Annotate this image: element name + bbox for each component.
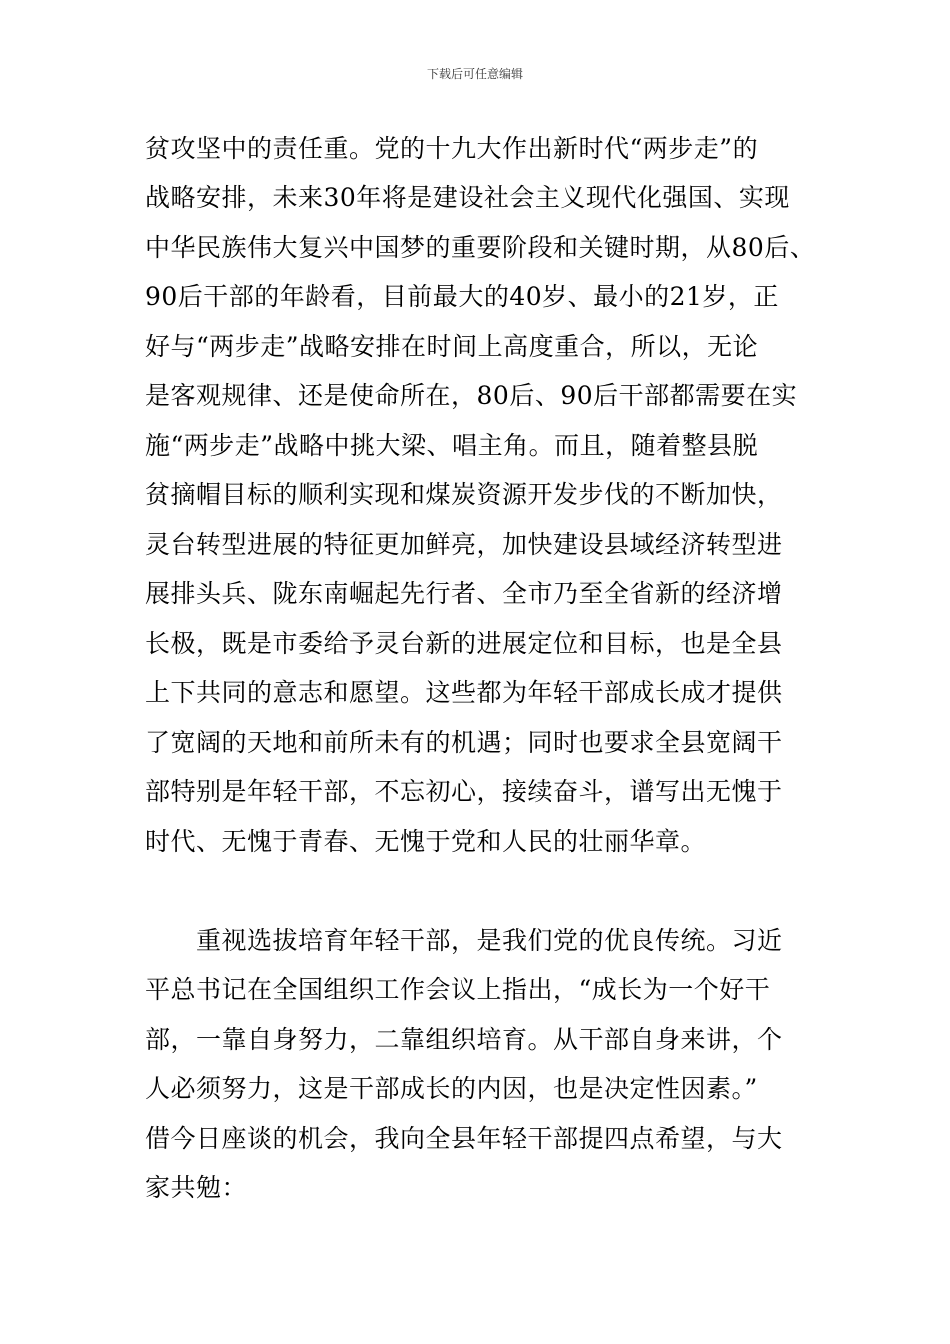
paragraph-line: 了宽阔的天地和前所未有的机遇；同时也要求全县宽阔干: [145, 728, 783, 757]
paragraph-line: 部特别是年轻干部，不忘初心，接续奋斗，谱写出无愧于: [145, 777, 783, 806]
paragraph-line: 平总书记在全国组织工作会议上指出，“成长为一个好干: [145, 975, 771, 1004]
paragraph-line: 中华民族伟大复兴中国梦的重要阶段和关键时期，从80后、: [145, 233, 816, 262]
paragraph-line: 是客观规律、还是使命所在，80后、90后干部都需要在实: [145, 381, 798, 410]
paragraph-line: 人必须努力，这是干部成长的内因，也是决定性因素。”: [145, 1074, 758, 1103]
paragraph-line: 借今日座谈的机会，我向全县年轻干部提四点希望，与大: [145, 1124, 783, 1153]
paragraph-line: 时代、无愧于青春、无愧于党和人民的壮丽华章。: [145, 827, 707, 856]
paragraph-line: 贫攻坚中的责任重。党的十九大作出新时代“两步走”的: [145, 134, 759, 163]
paragraph-line: 灵台转型进展的特征更加鲜亮，加快建设县域经济转型进: [145, 530, 783, 559]
paragraph-line: 上下共同的意志和愿望。这些都为年轻干部成长成才提供: [145, 678, 783, 707]
paragraph-line: 部，一靠自身努力，二靠组织培育。从干部自身来讲，个: [145, 1025, 783, 1054]
page-header: 下载后可任意编辑: [426, 67, 523, 81]
paragraph-line: 施“两步走”战略中挑大梁、唱主角。而且，随着整县脱: [145, 431, 759, 460]
paragraph-line: 重视选拔培育年轻干部，是我们党的优良传统。习近: [196, 926, 783, 955]
paragraph-line: 好与“两步走”战略安排在时间上高度重合，所以，无论: [145, 332, 759, 361]
paragraph-line: 90后干部的年龄看，目前最大的40岁、最小的21岁，正: [145, 282, 779, 311]
paragraph-line: 贫摘帽目标的顺利实现和煤炭资源开发步伐的不断加快，: [145, 480, 783, 509]
paragraph-line: 战略安排，未来30年将是建设社会主义现代化强国、实现: [145, 183, 790, 212]
paragraph-line: 长极，既是市委给予灵台新的进展定位和目标，也是全县: [145, 629, 783, 658]
paragraph-line: 展排头兵、陇东南崛起先行者、全市乃至全省新的经济增: [145, 579, 783, 608]
paragraph-line: 家共勉：: [145, 1173, 248, 1202]
